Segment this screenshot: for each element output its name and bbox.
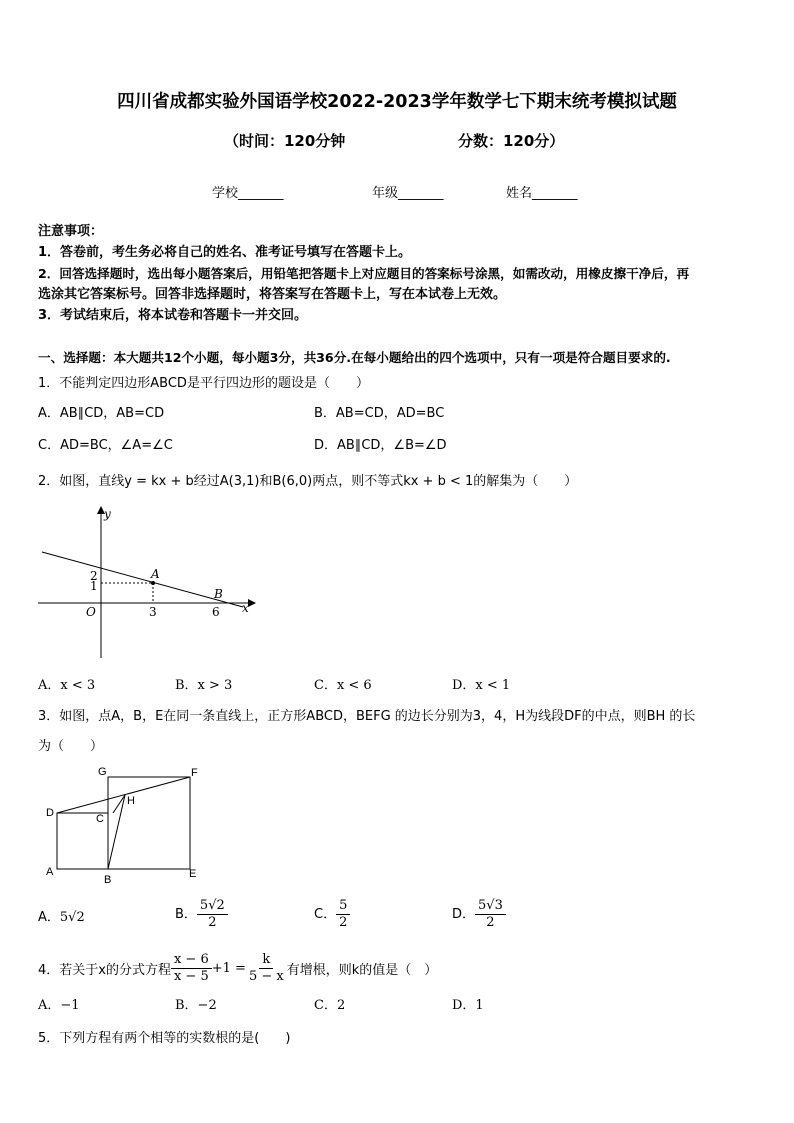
q3-option-a-value: 5√2 (59, 910, 85, 925)
segment-bh (108, 795, 125, 869)
label-a: A (46, 866, 54, 878)
label-g: G (98, 766, 107, 778)
label-y: y (104, 507, 111, 521)
label-x: x (242, 601, 249, 615)
label-e: E (189, 868, 197, 880)
q4-stem-pre: 4．若关于x的分式方程 (38, 963, 171, 978)
q4-stem-post: 有增根，则k的值是（ ） (286, 963, 438, 978)
q3-option-b-fraction (197, 898, 228, 931)
label-c: C (96, 813, 104, 825)
fraction-numerator: k (259, 952, 273, 969)
fraction-numerator: 5√3 (475, 898, 506, 915)
q3-option-d (452, 898, 506, 931)
time-limit: （时间：120分钟 (224, 132, 346, 150)
q4-option-a: A．−1 (38, 998, 80, 1013)
school-field: 学校_______ (212, 186, 284, 201)
note-item-1: 1．答卷前，考生务必将自己的姓名、准考证号填写在答题卡上。 (38, 245, 412, 260)
q3-option-d-fraction (475, 898, 506, 931)
q2-option-d: D．x < 1 (452, 678, 511, 693)
q3-option-c-fraction (336, 898, 350, 931)
label-h: H (127, 795, 135, 807)
note-item-2-cont: 选涂其它答案标号。回答非选择题时，将答案写在答题卡上，写在本试卷上无效。 (38, 287, 507, 302)
q4-option-d: D．1 (452, 998, 484, 1013)
line-kx-b (42, 552, 243, 607)
q2-line-graph (30, 500, 260, 660)
question-3-stem: 3．如图，点A，B，E在同一条直线上，正方形ABCD，BEFG 的边长分别为3，4，H为线段DF的中点，则BH 的长 (38, 709, 696, 724)
question-4-stem (38, 952, 437, 985)
point-a (151, 581, 155, 585)
q3-option-a-label: A． (38, 910, 60, 925)
segment-df (57, 777, 190, 813)
q1-option-c: C．AD=BC，∠A=∠C (38, 438, 173, 453)
tick-1: 1 (90, 579, 98, 593)
question-2-stem: 2．如图，直线y = kx + b经过A(3,1)和B(6,0)两点，则不等式kx + b < 1的解集为（ ） (38, 474, 578, 489)
x-axis-arrow (248, 599, 256, 607)
square-befg (108, 777, 190, 869)
q3-squares-figure (40, 762, 210, 887)
q3-option-a (38, 908, 85, 928)
page-title: 四川省成都实验外国语学校2022-2023学年数学七下期末统考模拟试题 (117, 92, 677, 112)
q1-option-d: D．AB∥CD，∠B=∠D (314, 438, 447, 453)
question-1-stem: 1．不能判定四边形ABCD是平行四边形的题设是（ ） (38, 376, 369, 391)
label-b: B (104, 874, 112, 886)
q3-option-b-label: B． (175, 907, 197, 922)
fraction-denominator: x − 5 (173, 969, 209, 984)
fraction-numerator: x − 6 (171, 952, 212, 969)
q2-option-a: A．x < 3 (38, 678, 96, 693)
tick-3: 3 (149, 605, 157, 619)
q2-option-b: B．x > 3 (175, 678, 233, 693)
q4-fraction-2 (246, 952, 287, 985)
q3-option-c (314, 898, 350, 931)
label-f: F (191, 767, 198, 779)
q4-option-b: B．−2 (175, 998, 217, 1013)
q4-option-c: C．2 (314, 998, 346, 1013)
q2-option-c: C．x < 6 (314, 678, 372, 693)
question-5-stem: 5．下列方程有两个相等的实数根的是( ) (38, 1031, 291, 1046)
notes-heading: 注意事项： (38, 224, 104, 239)
q3-option-c-label: C． (314, 907, 337, 922)
fraction-denominator: 2 (339, 915, 348, 930)
q3-option-d-label: D． (452, 907, 476, 922)
fraction-denominator: 5 − x (248, 969, 284, 984)
label-d: D (46, 807, 54, 819)
note-item-3: 3．考试结束后，将本试卷和答题卡一并交回。 (38, 308, 308, 323)
label-b: B (214, 587, 223, 601)
full-score: 分数：120分） (458, 132, 565, 150)
q4-fraction-1 (171, 952, 212, 985)
label-a: A (151, 567, 160, 581)
name-field: 姓名_______ (506, 186, 578, 201)
q4-stem-mid: +1 = (211, 961, 246, 976)
fraction-numerator: 5 (336, 898, 350, 915)
section-heading: 一、选择题：本大题共12个小题，每小题3分，共36分.在每小题给出的四个选项中，只有一项是符合题目要求的. (38, 350, 671, 365)
tick-6: 6 (212, 605, 220, 619)
fraction-denominator: 2 (486, 915, 495, 930)
tick-2: 2 (90, 569, 98, 583)
q1-option-b: B．AB=CD，AD=BC (314, 406, 445, 421)
question-3-stem-cont: 为（ ） (38, 739, 104, 754)
q1-option-a: A．AB∥CD，AB=CD (38, 406, 165, 421)
grade-field: 年级_______ (372, 186, 444, 201)
q3-option-b (175, 898, 228, 931)
fraction-numerator: 5√2 (197, 898, 228, 915)
note-item-2: 2．回答选择题时，选出每小题答案后，用铅笔把答题卡上对应题目的答案标号涂黑，如需改动，用橡皮擦干净后，再 (38, 266, 690, 281)
fraction-denominator: 2 (208, 915, 217, 930)
label-origin: O (86, 605, 96, 619)
